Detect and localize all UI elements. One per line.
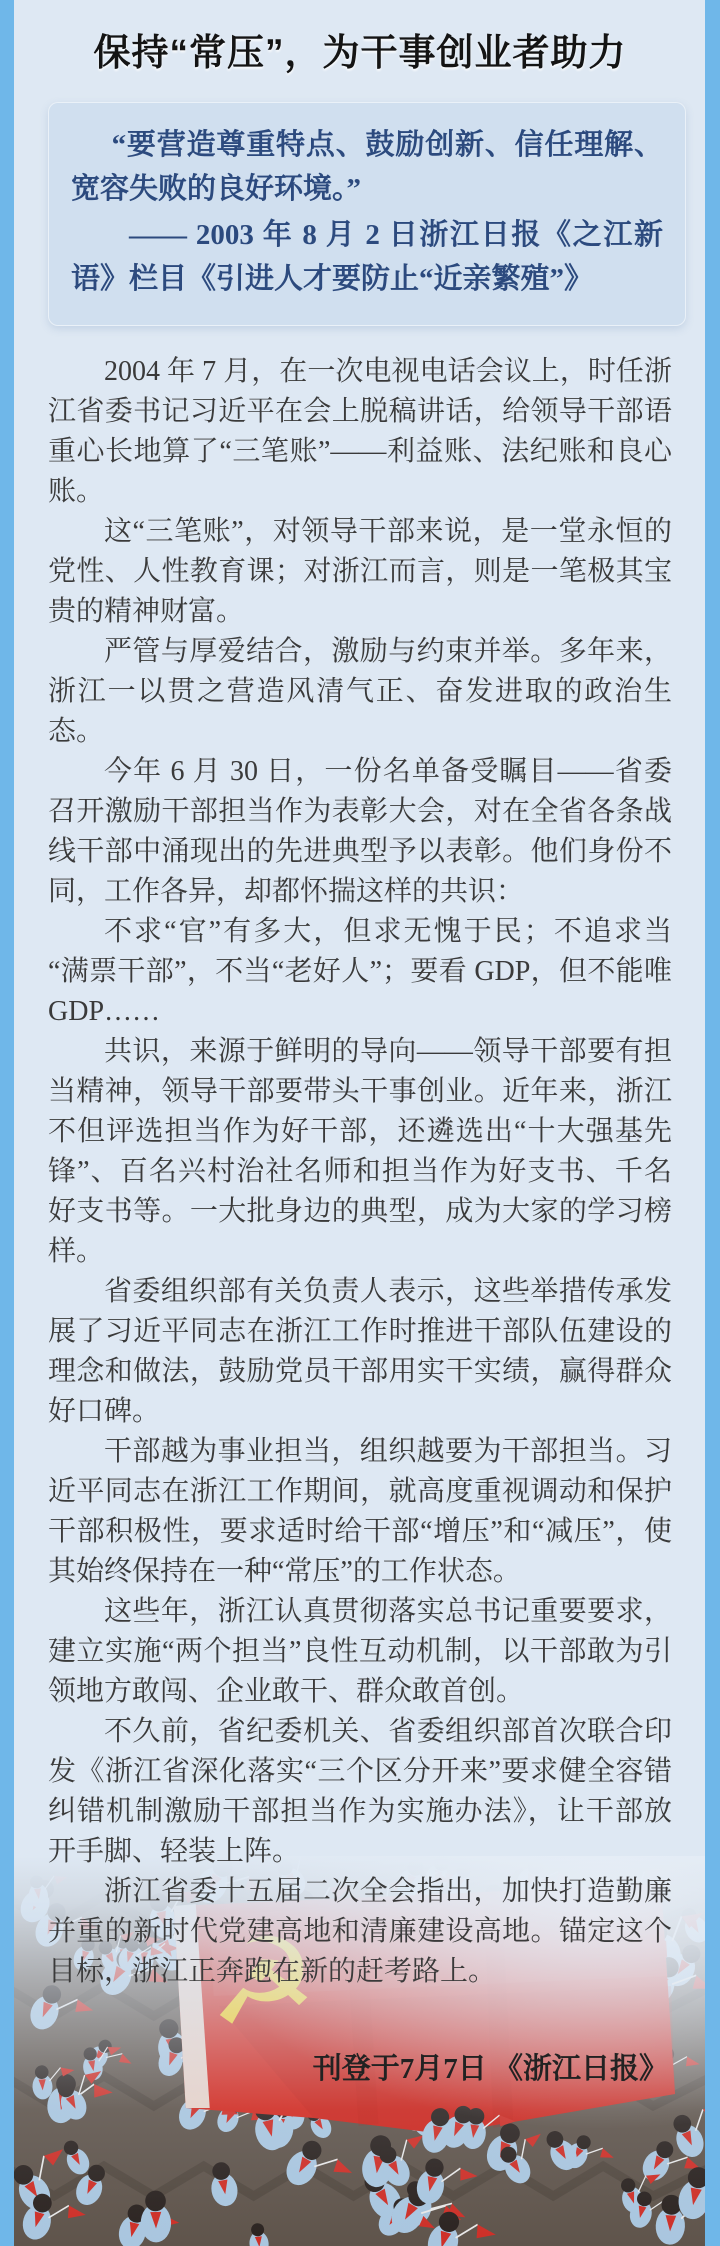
body-paragraph: 不久前，省纪委机关、省委组织部首次联合印发《浙江省深化落实“三个区分开来”要求健全容错纠错机制激励干部担当作为实施办法》，让干部放开手脚、轻装上阵。 xyxy=(48,1716,672,1867)
publication-note: 刊登于7月7日 《浙江日报》 xyxy=(312,2053,668,2085)
body-paragraph: 共识，来源于鲜明的导向——领导干部要有担当精神，领导干部要带头干事创业。近年来，浙江不但评选担当作为好干部，还遴选出“十大强基先锋”、百名兴村治社名师和担当作为好支书、千名好支书等。一大批身边的典型，成为大家的学习榜样。 xyxy=(48,1036,672,1267)
body-paragraph: 严管与厚爱结合，激励与约束并举。多年来，浙江一以贯之营造风清气正、奋发进取的政治生态。 xyxy=(48,636,672,747)
page-title: 保持“常压”，为干事创业者助力 xyxy=(93,32,627,73)
quote-text: “要营造尊重特点、鼓励创新、信任理解、宽容失败的良好环境。” xyxy=(71,129,663,205)
page-border-right xyxy=(705,0,720,2246)
page-border-left xyxy=(0,0,14,2246)
body-paragraph: 今年 6 月 30 日，一份名单备受瞩目——省委召开激励干部担当作为表彰大会，对在全省各条战线干部中涌现出的先进典型予以表彰。他们身份不同，工作各异，却都怀揣这样的共识： xyxy=(48,756,672,907)
body-paragraph: 不求“官”有多大，但求无愧于民；不追求当“满票干部”，不当“老好人”；要看 GDP，但不能唯 GDP…… xyxy=(48,916,672,1027)
body-paragraph: 干部越为事业担当，组织越要为干部担当。习近平同志在浙江工作期间，就高度重视调动和保护干部积极性，要求适时给干部“增压”和“减压”，使其始终保持在一种“常压”的工作状态。 xyxy=(48,1436,672,1587)
quote-attribution: —— 2003 年 8 月 2 日浙江日报《之江新语》栏目《引进人才要防止“近亲繁殖”》 xyxy=(71,219,663,295)
body-paragraph: 这“三笔账”，对领导干部来说，是一堂永恒的党性、人性教育课；对浙江而言，则是一笔极其宝贵的精神财富。 xyxy=(48,516,672,627)
quote-box xyxy=(48,102,686,326)
article-body xyxy=(48,352,672,1992)
body-paragraph: 这些年，浙江认真贯彻落实总书记重要要求，建立实施“两个担当”良性互动机制，以干部敢为引领地方敢闯、企业敢干、群众敢首创。 xyxy=(48,1596,672,1707)
body-paragraph: 2004 年 7 月，在一次电视电话会议上，时任浙江省委书记习近平在会上脱稿讲话，给领导干部语重心长地算了“三笔账”——利益账、法纪账和良心账。 xyxy=(48,356,672,507)
body-paragraph: 浙江省委十五届二次全会指出，加快打造勤廉并重的新时代党建高地和清廉建设高地。锚定这个目标，浙江正奔跑在新的赶考路上。 xyxy=(48,1876,672,1987)
body-paragraph: 省委组织部有关负责人表示，这些举措传承发展了习近平同志在浙江工作时推进干部队伍建设的理念和做法，鼓励党员干部用实干实绩，赢得群众好口碑。 xyxy=(48,1276,672,1427)
